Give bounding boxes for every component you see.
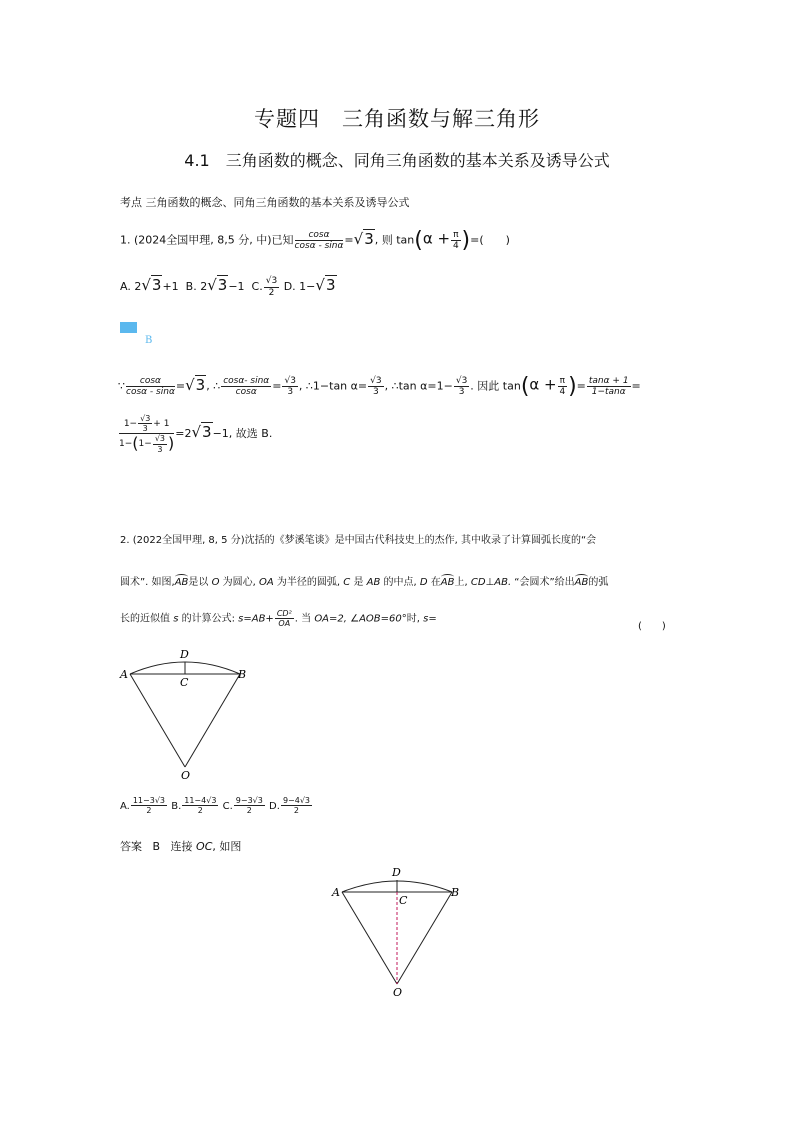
- label-d-2: D: [392, 866, 401, 879]
- q2-option-b: B. $\frac{11-4√3}{2}$: [171, 796, 217, 816]
- label-b: B: [238, 668, 247, 681]
- q2-line1: 2. (2022全国甲理, 8, 5 分)沈括的《梦溪笔谈》是中国古代科技史上的杰作, 其中收录了计算圆弧长度的“会: [120, 535, 597, 546]
- label-o-2: O: [393, 986, 403, 999]
- q1-option-b: B. 2√3−1: [185, 276, 245, 294]
- label-b-2: B: [451, 886, 460, 899]
- label-d: D: [180, 648, 189, 661]
- q2-line3: 长的近似值 s 的计算公式: s=AB+ $\frac{\text{CD²}}{OA}$ . 当 OA=2, ∠AOB=60°时, s=: [120, 609, 437, 629]
- q2-figure-sector: [118, 645, 260, 785]
- kaodian-label: 考点 三角函数的概念、同角三角函数的基本关系及诱导公式: [120, 196, 410, 209]
- q2-option-c: C. $\frac{9-3√3}{2}$: [222, 796, 263, 816]
- section-subtitle: 4.1 三角函数的概念、同角三角函数的基本关系及诱导公式: [184, 151, 610, 170]
- label-c: C: [180, 676, 189, 689]
- q1-option-c: C. $\frac{√3}{2}$: [251, 276, 278, 298]
- label-c-2: C: [399, 894, 408, 907]
- radius-ob: [185, 674, 240, 767]
- label-a: A: [120, 668, 128, 681]
- label-o: O: [181, 769, 191, 782]
- q1-answer: B: [145, 335, 153, 346]
- q2-options: [120, 796, 313, 815]
- q2-answer-line: 答案 B 连接 OC, 如图: [120, 840, 242, 853]
- q2-figure-solution: [330, 862, 465, 1002]
- q1-options: [120, 276, 337, 298]
- q2-answer-paren: ( ): [638, 621, 666, 632]
- page-title: 专题四 三角函数与解三角形: [254, 107, 540, 131]
- q1-option-a: A. 2√3+1: [120, 276, 179, 294]
- radius-oa: [130, 674, 185, 767]
- q2-option-d: D. $\frac{9-4√3}{2}$: [269, 796, 311, 816]
- answer-marker-icon: [120, 322, 137, 333]
- radius-oa-2: [342, 892, 397, 984]
- q1-option-d: D. 1−√3: [283, 276, 336, 294]
- q1-stem: 1. (2024全国甲理, 8,5 分, 中)已知 $\frac{\cos\alpha}{\cos\alpha - \sin\alpha}$ =√3, 则 tan(α + $\frac{\pi}{4}$ )=( ): [120, 228, 510, 253]
- q1-solution-line1: ∵ $\frac{\cos\alpha}{\cos\alpha - \sin\alpha}$ =√3, ∴ $\frac{\cos\alpha- \sin\alpha}{\cos\alpha}$ = $\frac{√3}{3}$ , ∴1−tan α= $\frac{√3}{3}$ , ∴tan α=1− $\frac{√3}{3}$ . 因此 tan(α + $\frac{\pi}{4}$ )= $\frac{\tan\alpha + 1}{1-\tan\alpha}$ =: [118, 374, 641, 399]
- q2-line2: 圆术”. 如图,AB是以 O 为圆心, OA 为半径的圆弧, C 是 AB 的中点, D 在AB上, CD⊥AB. “会圆术”给出AB的弧: [120, 577, 609, 588]
- label-a-2: A: [332, 886, 340, 899]
- q2-option-a: A. $\frac{11-3√3}{2}$: [120, 796, 166, 816]
- q1-solution-line2: 1− $\frac{√3}{3}$ + 1 1−(1− $\frac{√3}{3}$ ) =2√3−1, 故选 B.: [119, 414, 273, 454]
- q2-answer: B: [152, 840, 161, 853]
